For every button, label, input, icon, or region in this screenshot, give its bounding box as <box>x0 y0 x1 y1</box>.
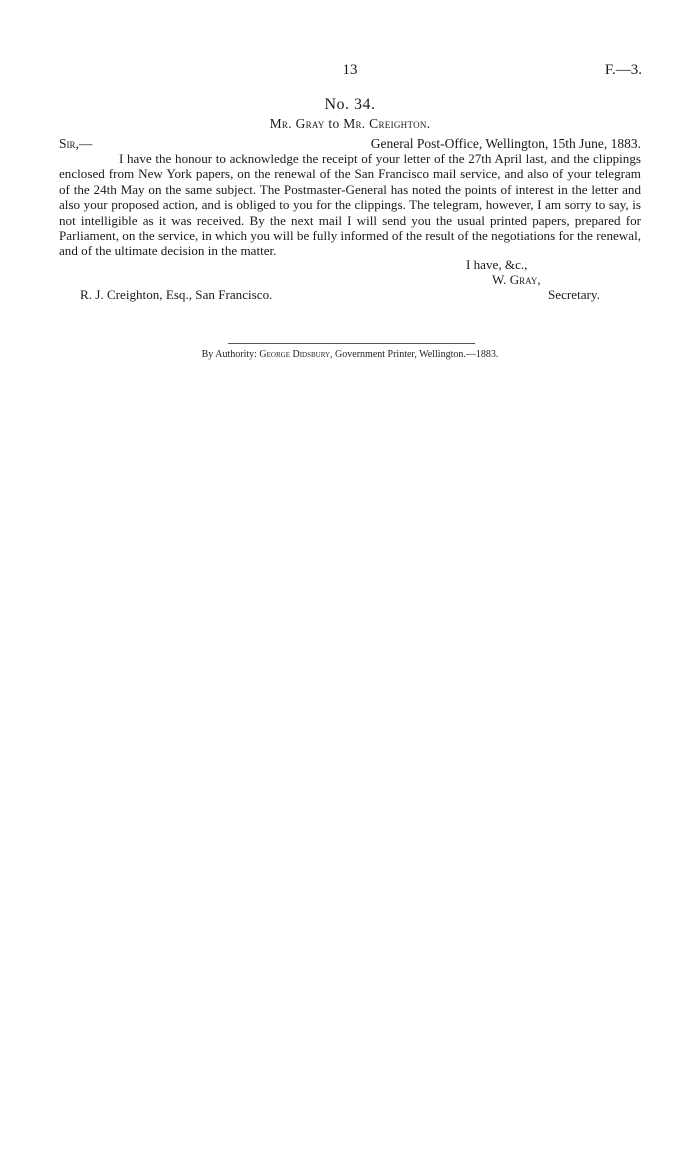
paper-reference: F.—3. <box>604 62 642 78</box>
footer-rule <box>228 343 475 344</box>
letter-heading <box>0 116 700 132</box>
page-number: 13 <box>342 62 358 78</box>
salutation: Sir,— <box>59 136 93 151</box>
signature-title: Secretary. <box>548 287 600 302</box>
addressee: R. J. Creighton, Esq., San Francisco. <box>80 287 273 302</box>
imprint-suffix: , Government Printer, Wellington.—1883. <box>330 349 499 360</box>
closing-phrase: I have, &c., <box>466 257 528 272</box>
letter-body: I have the honour to acknowledge the receipt of your letter of the 27th April last, and the clippings enclosed from New York papers, on the renewal of the San Francisco mail service, and also of your telegram of the 24th May on the same subject. The Postmaster-General has noted the points of interest in the letter and also your proposed action, and is obliged to you for the clippings. The telegram, however, I am sorry to say, is not intelligible as it was received. By the next mail I will send you the usual printed papers, prepared for Parliament, on the service, in which you will be fully informed of the result of the negotiations for the renewal, and of the ultimate decision in the matter. <box>59 151 641 259</box>
printer-imprint <box>0 349 700 360</box>
heading-from: Mr. Gray <box>269 116 325 131</box>
heading-to: Mr. Creighton. <box>343 116 431 131</box>
dateline: General Post-Office, Wellington, 15th June, 1883. <box>370 136 641 151</box>
imprint-printer: George Didsbury <box>259 349 331 360</box>
signature-name: W. Gray, <box>492 272 541 287</box>
letter-number: No. 34. <box>324 96 376 113</box>
imprint-prefix: By Authority: <box>201 349 257 360</box>
heading-join: to <box>328 116 340 131</box>
